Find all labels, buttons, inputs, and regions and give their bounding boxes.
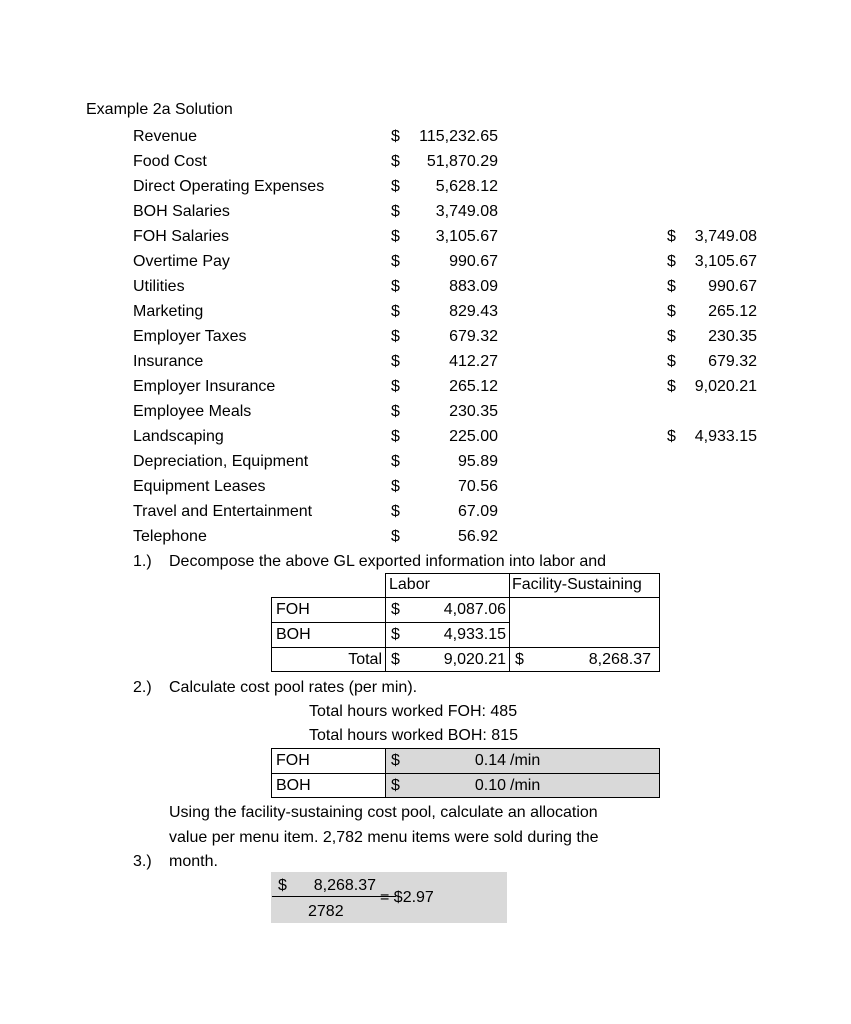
- boh-labor-amount: 4,933.15: [443, 626, 506, 643]
- foh-rate-label: FOH: [276, 752, 310, 769]
- gl-amount: 67.09: [457, 503, 498, 520]
- side-value-row: $ 3,749.08: [667, 228, 757, 245]
- gl-row: [0, 475, 851, 500]
- gl-currency: $: [391, 128, 400, 145]
- gl-currency: $: [391, 453, 400, 470]
- step3-text-line2: value per menu item. 2,782 menu items were sold during the: [169, 829, 599, 846]
- table-divider: [271, 622, 510, 623]
- gl-label: Direct Operating Expenses: [133, 178, 325, 195]
- gl-amount: 412.27: [449, 353, 498, 370]
- foh-rate-amount: 0.14: [474, 752, 506, 769]
- gl-amount: 3,749.08: [435, 203, 498, 220]
- gl-row: [0, 125, 851, 150]
- gl-label: Employee Meals: [133, 403, 252, 420]
- step1-text: Decompose the above GL exported information into labor and: [169, 553, 607, 570]
- gl-label: Insurance: [133, 353, 204, 370]
- gl-currency: $: [391, 478, 400, 495]
- gl-currency: $: [391, 528, 400, 545]
- table-divider: [509, 647, 510, 672]
- gl-label: Landscaping: [133, 428, 224, 445]
- gl-currency: $: [391, 353, 400, 370]
- boh-rate-currency: $: [391, 777, 400, 794]
- gl-amount: 883.09: [449, 278, 498, 295]
- gl-label: Travel and Entertainment: [133, 503, 313, 520]
- boh-rate-label: BOH: [276, 777, 311, 794]
- boh-rate-amount: 0.10: [474, 777, 506, 794]
- gl-label: FOH Salaries: [133, 228, 230, 245]
- numerator-currency: $: [278, 877, 287, 894]
- numerator: 8,268.37: [313, 877, 376, 894]
- total-labor-amount: 9,020.21: [443, 651, 506, 668]
- gl-currency: $: [391, 303, 400, 320]
- side-value-row: $ 265.12: [667, 303, 757, 320]
- gl-row: [0, 175, 851, 200]
- gl-currency: $: [391, 428, 400, 445]
- total-facility-amount: 8,268.37: [588, 651, 651, 668]
- gl-currency: $: [391, 278, 400, 295]
- gl-row: [0, 200, 851, 225]
- table-divider: [385, 647, 386, 672]
- boh-rate-unit: /min: [510, 777, 541, 794]
- gl-label: BOH Salaries: [133, 203, 230, 220]
- gl-label: Overtime Pay: [133, 253, 230, 270]
- gl-currency: $: [391, 178, 400, 195]
- foh-rate-currency: $: [391, 752, 400, 769]
- step1-number: 1.): [133, 553, 152, 570]
- foh-rate-unit: /min: [510, 752, 541, 769]
- gl-amount: 115,232.65: [419, 128, 498, 145]
- total-labor-currency: $: [391, 651, 400, 668]
- gl-amount: 265.12: [449, 378, 498, 395]
- gl-amount: 5,628.12: [435, 178, 498, 195]
- gl-amount: 95.89: [457, 453, 498, 470]
- step3-text-line3: month.: [169, 853, 218, 870]
- foh-hours: Total hours worked FOH: 485: [309, 703, 518, 720]
- gl-label: Equipment Leases: [133, 478, 266, 495]
- gl-label: Marketing: [133, 303, 204, 320]
- gl-currency: $: [391, 503, 400, 520]
- gl-row: [0, 500, 851, 525]
- gl-currency: $: [391, 253, 400, 270]
- gl-label: Employer Insurance: [133, 378, 276, 395]
- labor-header: Labor: [389, 576, 430, 593]
- gl-label: Employer Taxes: [133, 328, 247, 345]
- gl-amount: 990.67: [449, 253, 498, 270]
- side-value-row: $ 4,933.15: [667, 428, 757, 445]
- gl-label: Utilities: [133, 278, 185, 295]
- side-value-row: $ 9,020.21: [667, 378, 757, 395]
- gl-label: Revenue: [133, 128, 198, 145]
- boh-labor-currency: $: [391, 626, 400, 643]
- gl-row: [0, 525, 851, 550]
- gl-currency: $: [391, 378, 400, 395]
- gl-amount: 230.35: [449, 403, 498, 420]
- step3-text-line1: Using the facility-sustaining cost pool, calculate an allocation: [169, 804, 598, 821]
- denominator: 2782: [308, 903, 344, 920]
- total-facility-currency: $: [515, 651, 524, 668]
- side-value-row: $ 679.32: [667, 353, 757, 370]
- gl-currency: $: [391, 328, 400, 345]
- fraction-line: [272, 896, 396, 897]
- gl-label: Food Cost: [133, 153, 207, 170]
- foh-label: FOH: [276, 601, 310, 618]
- boh-hours: Total hours worked BOH: 815: [309, 727, 518, 744]
- gl-label: Depreciation, Equipment: [133, 453, 309, 470]
- gl-amount: 51,870.29: [426, 153, 498, 170]
- gl-currency: $: [391, 203, 400, 220]
- gl-amount: 56.92: [457, 528, 498, 545]
- gl-amount: 225.00: [449, 428, 498, 445]
- allocation-result: = $2.97: [380, 889, 434, 906]
- gl-amount: 679.32: [449, 328, 498, 345]
- side-value-row: $ 3,105.67: [667, 253, 757, 270]
- gl-amount: 70.56: [457, 478, 498, 495]
- side-value-row: $ 230.35: [667, 328, 757, 345]
- step2-number: 2.): [133, 679, 152, 696]
- facility-header: Facility-Sustaining: [512, 576, 642, 593]
- gl-row: [0, 400, 851, 425]
- foh-labor-amount: 4,087.06: [443, 601, 506, 618]
- gl-currency: $: [391, 153, 400, 170]
- gl-row: [0, 450, 851, 475]
- step2-text: Calculate cost pool rates (per min).: [169, 679, 418, 696]
- gl-amount: 3,105.67: [435, 228, 498, 245]
- boh-label: BOH: [276, 626, 311, 643]
- foh-labor-currency: $: [391, 601, 400, 618]
- step3-number: 3.): [133, 853, 152, 870]
- page-title: Example 2a Solution: [86, 101, 233, 118]
- gl-currency: $: [391, 228, 400, 245]
- gl-row: [0, 150, 851, 175]
- side-value-row: $ 990.67: [667, 278, 757, 295]
- gl-amount: 829.43: [449, 303, 498, 320]
- gl-currency: $: [391, 403, 400, 420]
- gl-label: Telephone: [133, 528, 207, 545]
- total-label: Total: [348, 651, 382, 668]
